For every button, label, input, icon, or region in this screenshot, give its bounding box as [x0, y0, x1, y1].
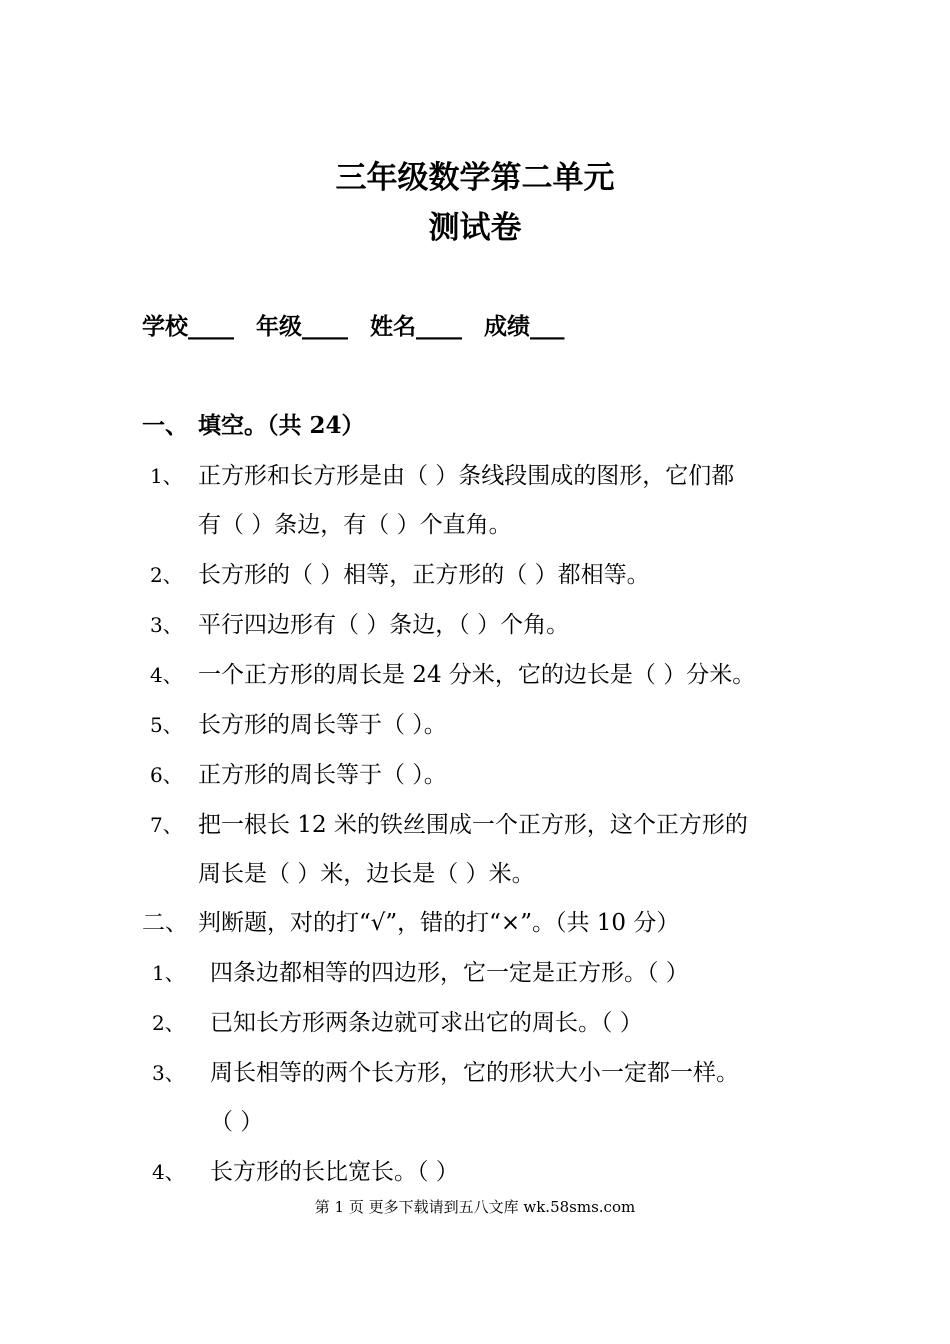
- s1-q6-text: 正方形的周长等于（ ）。: [198, 762, 447, 788]
- s2-q3-text-line1: 周长相等的两个长方形，它的形状大小一定都一样。: [210, 1060, 739, 1086]
- s1-q2-text: 长方形的（ ）相等，正方形的（ ）都相等。: [198, 562, 650, 588]
- name-field: 姓名____: [370, 313, 463, 340]
- school-field: 学校____: [142, 313, 234, 340]
- s1-q1-text-line2: 有（ ）条边，有（ ）个直角。: [198, 512, 512, 538]
- s1-q1-text-line1: 正方形和长方形是由（ ）条线段围成的图形，它们都: [198, 463, 735, 489]
- grade-field: 年级____: [256, 313, 349, 340]
- section2-label: 二、: [142, 910, 188, 936]
- s2-q2-number: 2、: [152, 1011, 185, 1035]
- s2-q4-number: 4、: [152, 1160, 185, 1184]
- s1-q2-number: 2、: [150, 563, 183, 587]
- s2-q3-text-line2: （ ）: [210, 1109, 264, 1135]
- s1-q7-text-line1: 把一根长 12 米的铁丝围成一个正方形，这个正方形的: [198, 812, 748, 838]
- page-subtitle: 测试卷: [428, 210, 522, 246]
- s1-q4-text: 一个正方形的周长是 24 分米，它的边长是（ ）分米。: [198, 662, 756, 688]
- s1-q4-number: 4、: [150, 663, 183, 687]
- s2-q2-text: 已知长方形两条边就可求出它的周长。（ ）: [210, 1010, 643, 1036]
- s2-q1-number: 1、: [152, 961, 185, 985]
- s1-q3-number: 3、: [150, 613, 183, 637]
- student-info-line: [142, 312, 565, 342]
- page-footer: 第 1 页 更多下载请到五八文库 wk.58sms.com: [314, 1198, 636, 1216]
- section1-label: 一、: [142, 412, 188, 439]
- s1-q7-text-line2: 周长是（ ）米，边长是（ ）米。: [198, 861, 535, 887]
- s1-q7-number: 7、: [150, 813, 183, 837]
- score-field: 成绩___: [484, 313, 565, 340]
- s1-q5-text: 长方形的周长等于（ ）。: [198, 712, 447, 738]
- s2-q1-text: 四条边都相等的四边形，它一定是正方形。（ ）: [210, 960, 689, 986]
- s1-q1-number: 1、: [150, 464, 183, 488]
- s1-q6-number: 6、: [150, 763, 183, 787]
- s2-q4-text: 长方形的长比宽长。（ ）: [210, 1159, 459, 1185]
- s1-q5-number: 5、: [150, 713, 183, 737]
- section2-title: 判断题，对的打“√”，错的打“×”。（共 10 分）: [198, 910, 680, 936]
- s2-q3-number: 3、: [152, 1061, 185, 1085]
- section1-title: 填空。（共 24）: [198, 412, 365, 439]
- page-title: 三年级数学第二单元: [335, 160, 615, 196]
- s1-q3-text: 平行四边形有（ ）条边，（ ）个角。: [198, 612, 570, 638]
